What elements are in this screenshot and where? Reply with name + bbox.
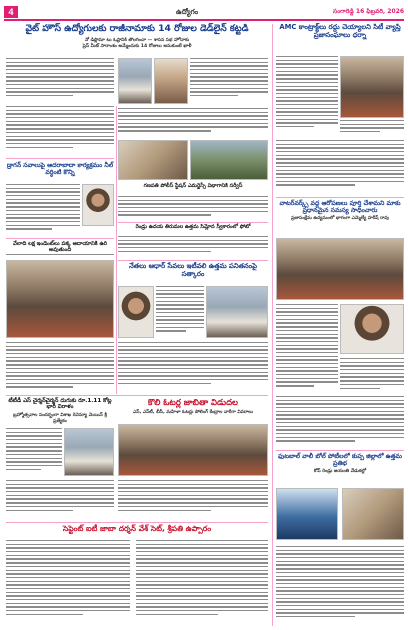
col3-rule-2 [276,450,404,451]
col3-body-2a [276,304,338,392]
col1-story-4 [6,398,114,425]
col1-rule-4 [6,522,268,523]
col3-body-1c [276,140,404,194]
lead-subheadline-1: నో డిప్లొమా టు ఓఫ్రానికి తొలగించా — శాసన సభ హోదాకు [84,37,190,43]
col2-group-photo [206,286,268,338]
col2-headline-3: నేతలు ఆధార్ సేవలు ఇటీవలి ఉత్తమ పనితనంపై సత్కారం [129,262,257,278]
col1-rule-1 [6,158,114,159]
col2-story-1 [118,184,268,190]
col1-headline-3: వేలాది లక్ష ఇండెంట్‌లు పక్క ఆదాయానికి ఉరి అవుతుంది [13,241,107,254]
col3-story-1 [276,24,404,40]
col1-body-3a [6,254,114,258]
col3-body-2b [340,358,404,392]
publication-date: సంగారెడ్డి 16 ఫిబ్రవరి, 2026 [333,8,404,15]
col1-story-5 [6,525,268,534]
col3-body-1b [340,120,404,136]
col1-ceremony-photo [64,428,114,476]
col2-headline-4: కొలి ఓటర్ల జాబితా విడుదల [148,397,238,407]
col3-body-3 [276,546,404,624]
lead-subheadline-2: ప్రెస్ మీట్ సారాంశం అమ్మేందుకు 14 రోజులు అనుకుంటే ఖాళీ [82,43,192,49]
col3-subheadline-3: కోప్ రెండ్రు జయంతి వేడుకల్లో [313,469,367,475]
col1-headline-2: డ్రాగన్ సవాలుపై ఆదరాబాదా కార్యక్రమం నీల్ వర్ధింటి కొన్ని [6,162,114,177]
col3-portrait-photo [340,304,404,354]
col2-story-2 [118,225,268,231]
col2-portrait-photo [118,286,154,338]
col2-rule-1 [118,222,268,223]
col1-body-4b [6,480,114,518]
col3-headline-3: ఫుటబాల్ వాలీ బోల్ పోటీలలో కుప్ప జిల్లాలో ఉత్తమ ప్రతిభ [278,453,402,468]
col1-body-5a [6,540,130,624]
col3-body-2c [276,396,404,446]
col1-headline-5: సెప్టెంట్ ఐటీ జాబా దర్శన్ వేశ్ సెట్, శ్రీపతి ఉప్పారం [62,524,212,533]
col1-headline-4: టీటీడీ ఎస్‌ చైర్మన్‌చైర్మన్‌ దుగుకు రూ.1.11 కోట్ల భారీ విరాళం [8,398,112,411]
col1-story-3 [6,241,114,253]
col1-crowd-photo [6,260,114,338]
col3-rule-1 [276,197,404,198]
col2-body-4 [118,480,268,518]
col2-headline-2: రెండ్రు ఉదయ తిరుమల ఉత్తమ సిమ్లోన స్వీకారంలో ఫోటో [135,224,251,230]
col2-body-1 [118,196,268,220]
col2-story-3 [118,263,268,279]
col3-photo-event-left [276,488,338,540]
col2-rule-2 [118,260,268,261]
lead-body-bottom [118,108,268,138]
col2-story-4 [118,398,268,416]
col3-photo-event-right [342,488,404,540]
col1-story-2 [6,162,114,176]
col1-col2-divider [116,106,117,394]
col2-body-wide [118,342,268,390]
col3-body-1a [276,56,338,136]
col1-body-2 [6,184,80,234]
col2-photo-top-right [190,140,268,180]
col1-body-top [6,106,114,154]
lead-headline: వైట్ హౌస్ ఉద్యోగులకు రాజీనామాకు 14 రోజుల డెడ్‌లైన్ కట్టడి [25,23,249,34]
masthead-rule [4,19,404,21]
col1-subheadline-4: బ్రహ్మోత్సవాల సందర్భంగా విశాఖ రెవెన్యూ మెయిన్ శ్రీ ప్రత్యేకం [13,412,107,424]
brand-name: ఉద్యోగం [176,8,199,16]
col3-story-3 [276,453,404,475]
col1-rule-2 [6,238,114,239]
col3-headline-1: AMC కాంట్రాక్ట్‌లు రద్దు చెయ్యాలని సిటీ వ్యాప్తి ప్రజాసంఘాలు ధర్నా [279,23,401,39]
lead-body-right [190,58,268,104]
col3-meeting-photo [276,238,404,300]
lead-story [6,24,268,50]
col2-subheadline-4: ఎస్‌, ఎస్‌టీ, బీసీ, మహిళా ఓటర్లు పోలింగ్ కేంద్రాల వారీగా వివరాలు [132,409,253,415]
col2-photo-top-left [118,140,188,180]
col1-rule-3 [6,395,268,396]
col1-portrait-photo [82,184,114,226]
lead-photo-1 [118,58,152,104]
page-number: 4 [4,6,18,18]
masthead [4,6,404,18]
col3-story-2 [276,200,404,222]
col1-body-4 [6,428,62,476]
col2-col3-divider [272,24,273,626]
col3-protest-photo [340,56,404,118]
col3-subheadline-2: ప్రజాసంక్షేమ ఉద్యమంలో భాగంగా ఎమ్మెల్యే హరీష్ రావు [291,216,389,222]
col1-body-5b [136,540,268,624]
col1-body-3b [6,342,114,392]
lead-photo-2 [154,58,188,104]
col2-meeting-photo [118,424,268,476]
lead-body-left [6,58,114,102]
col3-headline-2: వాటర్‌వర్క్స్‌ వద్ద ఆరోపణలు పూర్తి చేశామని మాకు ప్రధానమైన సమస్య సాధించారు [279,200,401,215]
col2-body-3a [156,286,204,338]
col2-headline-1: గణపతి పోలీస్ స్టేషన్ ఎమర్జెన్సీ విభాగానికి సర్వీస్ [143,183,243,189]
col2-body-2 [118,236,268,258]
